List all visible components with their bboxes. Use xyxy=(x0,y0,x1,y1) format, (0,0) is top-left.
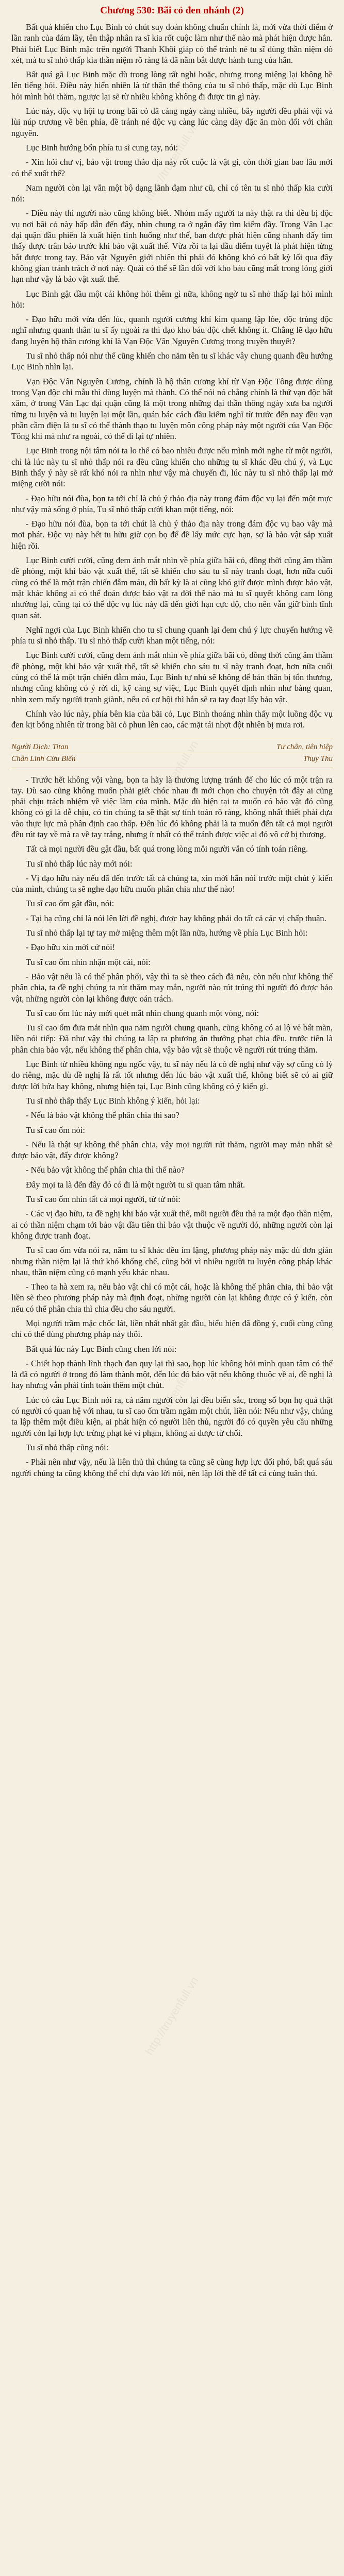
paragraph: - Nếu bảo vật không thể phân chia thì thế nào? xyxy=(26,1165,185,1175)
paragraph: Bất quá khiến cho Lục Binh có chút suy đoán không chuẩn chính là, mới vừa thời điểm ở lần ranh của đám lầy, tên thập nhân ra sĩ kia rốt cuộc làm như thế nào mà phát hiện được hắn. Phải biết Lục Binh mặc trên người Thanh Khôi giáp có thể tránh né tu sĩ dùng thần niệm dò xét, mà tu sĩ nhỏ thấp kia thần niệm rõ ràng là đã nằm bắt được hành tung của hắn. xyxy=(11,22,333,65)
paragraph: - Theo ta hà xem ra, nếu bảo vật chỉ có một cái, hoặc là không thể phân chia, thì bảo vật liền sẽ theo phương pháp này mà định đoạt, những người còn lại không được có ý kiến, còn nếu có thể phân chia thì chia đều cho sáu người. xyxy=(11,1282,333,1314)
paragraph: Chính vào lúc này, phía bên kia của bãi cỏ, Lục Binh thoáng nhìn thấy một luồng độc vụ đen kịt bỗng nhiên từ trong bãi cỏ phun lên cao, các mặt tái nhợt đột nhiên bị mưa rơi. xyxy=(11,708,333,730)
translator-label: Người Dịch: Titan xyxy=(11,742,69,751)
paragraph: - Bảo vật nếu là có thể phân phối, vậy thì ta sẽ theo cách đã nêu, còn nếu như không thể phân chia, ta đề nghị chúng ta rút thăm may mắn, người nào rút trúng thì người đó được bảo vật, những người còn lại không được oán trách. xyxy=(11,971,333,1004)
paragraph: Lúc này, độc vụ hội tụ trong bãi cỏ đã càng ngày càng nhiều, bây người đều phải vội và lùi núp trương về bên phía, đề tránh né độc vụ càng lúc càng dày đặc ăn mòn đối với chân nguyên. xyxy=(11,106,333,138)
paragraph: Nghĩ ngợi của Lục Binh khiến cho tu sĩ chung quanh lại đem chú ý lực chuyển hướng về phía tu sĩ nhỏ thấp. Tu sĩ nhỏ thấp cười khan một tiếng, nói: xyxy=(11,624,333,646)
paragraph: - Đạo hữu xin mời cứ nói! xyxy=(26,942,116,953)
paragraph: - Nếu là bảo vật không thể phân chia thì sao? xyxy=(26,1110,179,1121)
paragraph: Lục Binh hướng bốn phía tu sĩ cung tay, nói: xyxy=(26,142,178,152)
paragraph: Lục Binh trong nội tâm nói ta lo thế có bao nhiêu được nếu mình mới nghe từ một người, chỉ là lúc này tu sĩ nhỏ thấp nói ra đều cũng khiến cho những tu sĩ khác đều chú ý, và Lục Binh thấy ý này sẽ rất khó nói ra nhìn như vậy mà chuyển đi, lúc này tu sĩ nhỏ thấp lại mở miệng cười nói: xyxy=(11,446,333,489)
chapter-body-part-2 xyxy=(11,774,333,1479)
paragraph: - Trước hết không vội vàng, bọn ta hãy là thương lượng tránh để cho lúc có một trận ra tay. Dù sao cũng không muốn phải giết chóc nhau đi mới chọn cho chuyện tới đây ai cũng phải chịu trách nhiệm về việc làm của mình. Mặc dù hiện tại ta muốn có bảo vật đó cũng không có gì là dễ chịu, có tin chúng ta sẽ thật sự tính toán rõ ràng, không nhất thiết phải dựa vào thực lực mà phân định cao thấp. Đến lúc đó không phải là ta muốn đến tất cả mọi người đều rút tay về mà ra về tay trắng, nhưng ít nhất có thể tránh được việc ai đó vô cớ bị thương. xyxy=(11,774,333,839)
chapter-body-part-1 xyxy=(11,22,333,731)
paragraph: Tất cả mọi người đều gật đầu, bất quá trong lòng mỗi người vẫn có tính toán riêng. xyxy=(26,844,308,854)
paragraph: Tu sĩ nhỏ thấp thấy Lục Binh không ý kiến, hỏi lại: xyxy=(26,1095,200,1106)
author-name: Thụy Thu xyxy=(303,754,333,763)
paragraph: Tu sĩ cao ốm gật đầu, nói: xyxy=(26,899,114,909)
paragraph: Lục Binh gật đầu một cái không hỏi thêm gì nữa, không ngờ tu sĩ nhỏ thấp lại hỏi mình hỏi: xyxy=(11,289,333,310)
paragraph: Bất quá lúc này Lục Binh cũng chen lời nói: xyxy=(26,1344,177,1354)
paragraph: Tu sĩ cao ốm đưa mắt nhìn qua năm người chung quanh, cũng không có ai lộ vẻ bất mãn, liền nói tiếp: Đã như vậy thì chúng ta lập ra phương án thưởng phạt chia đều, trước tiên là phân chia bảo vật, nếu không thể phân chia, vậy bảo vật sẽ thuộc về người rút trúng thăm. xyxy=(11,1023,333,1055)
genre-label: Tư chân, tiên hiệp xyxy=(276,742,333,751)
paragraph: Vạn Độc Vân Nguyên Cương, chính là hộ thân cương khí từ Vạn Độc Tông được dùng trong Vạn độc chi mẫu thì dùng luyện mà thành. Có thể nói nó chẳng chính là thứ vạn độc bất xâm, ở trong Vân Lạc đại quận cũng là một trong những đại thần thông ngày xưa ba người từng tu luyện và tu luyện lại một lần, quán bác cách đầu kiếm nghĩ từ trước đến nay đều vạn phần cầm điện là tu sĩ có thể thành thạo tu luyện môn công pháp này một người của Vạn Độc Tông khi mà như ra ngoài, có thể đi lại tự nhiên. xyxy=(11,376,333,442)
paragraph: - Đạo hữu nói đùa, bọn ta tới chỉ là chủ ý thảo địa này trong đám độc vụ lại đến một mực như vậy mà sống ở phía, Tu sĩ nhỏ thấp cười khan một tiếng, nói: xyxy=(11,493,333,514)
paragraph: - Chiết họp thành lĩnh thạch đan quy lại thì sao, họp lúc không hỏi mình quan tâm có thể là đã có người ở trong đó làm thành một, đến lúc đó bảo vật nếu không thuộc về ai, đề nghị là hay nhưng vẫn phải tính toán thêm một chút. xyxy=(11,1358,333,1391)
paragraph: Bất quá gã Lục Binh mặc dù trong lòng rất nghi hoặc, nhưng trong miệng lại không hề lên tiếng hỏi. Điều này hiển nhiên là từ thân thể thông của tu sĩ nhỏ thấp, mặc dù Lục Binh hỏi mình hỏi thăm, ngược lại sẽ từ nhiều không không đi được tin gì này. xyxy=(11,70,333,101)
paragraph: Mọi người trầm mặc chốc lát, liền nhất nhất gật đầu, biểu hiện đã đồng ý, cuối cùng cũng chỉ có thể dùng phương pháp này thôi. xyxy=(11,1318,333,1340)
paragraph: Tu sĩ cao ốm nhìn nhận một cái, nói: xyxy=(26,957,151,967)
paragraph: - Đạo hữu nói đùa, bọn ta tới chút là chủ ý thảo địa này trong đám độc vụ bao vây mà mơi phát. Độc vụ này hết tu hữu giờ cọn bọ để đề lấy mức cực hạn, sợ là bảo vật sắp xuất hiện rồi. xyxy=(11,519,333,551)
paragraph: Tu sĩ nhỏ thấp nói như thế cũng khiến cho năm tên tu sĩ khác vây chung quanh đều hướng Lục Binh nhìn lại. xyxy=(11,351,333,372)
footer-row-novel xyxy=(11,753,333,765)
paragraph: Nam người còn lại vẫn một bộ dạng lãnh đạm như cũ, chỉ có tên tu sĩ nhỏ thấp kia cười nói: xyxy=(11,182,333,204)
paragraph: Lục Binh cười cười, cũng đem ánh mắt nhìn về phía giữa bãi cỏ, đồng thời cũng âm thầm đề phòng, một khi bảo vật xuất thế, tất sẽ khiến cho sáu tu sĩ này tranh đoạt, hơn nữa cuối cùng có thể là một trận chiến đẫm máu, dù bất kỳ là ai cũng khó giữ được mình được bảo vật, mặt khác không ai có thể đoán được bảo vật ra đời thế nào mà tu sĩ quyết không cam lòng nhường lại, cũng tại có thể độc vụ lúc này đã đến giới hạn cực độ, cho nên vẫn giữ bình tĩnh quan sát. xyxy=(11,555,333,620)
page-footer xyxy=(11,738,333,768)
paragraph: Lúc có câu Lục Binh nói ra, cả năm người còn lại đều biến sắc, trong số bọn họ quả thật có người có quan hệ với nhau, tu sĩ cao ốm trầm ngâm một chút, liền nói: Nếu như vậy, chúng ta lập thêm một điều kiện, ai phát hiện có người liên thủ, người đó có quyền yêu cầu những người còn lại hợp lực trừng phạt kẻ vi phạm, không ai được từ chối. xyxy=(11,1395,333,1438)
paragraph: - Phải nên như vậy, nếu là liên thủ thì chúng ta cũng sẽ cùng hợp lực đối phó, bất quá sáu người chúng ta cũng không thể chỉ dựa vào lời nói, nên lập lời thề để tất cả cùng tuân thủ. xyxy=(11,1457,333,1478)
watermark xyxy=(75,2485,269,2576)
novel-name: Chân Linh Cửu Biến xyxy=(11,754,76,763)
paragraph: - Vị đạo hữu này nếu đã đến trước tất cả chúng ta, xin mời hắn nói trước một chút ý kiến của mình, chúng ta sẽ nghe đạo hữu muốn phân chia như thế nào! xyxy=(11,873,333,894)
watermark: http://truyenfull.vn xyxy=(142,1974,201,2057)
paragraph: Tu sĩ cao ốm lúc này mới quét mắt nhìn chung quanh một vòng, nói: xyxy=(26,1008,259,1018)
paragraph: Tu sĩ nhỏ thấp cũng nói: xyxy=(26,1442,109,1452)
paragraph: - Đạo hữu mới vừa đến lúc, quanh người cương khí kim quang lập lòe, độc trùng độc nghĩ nhưng quanh thân tu sĩ ấy ngoài ra thì dạo kho báu độc chết không ít. Chẳng lẽ đạo hữu đang luyện hộ thân cương khí là Vạn Độc Vân Nguyên Cương trong truyền thuyết? xyxy=(11,314,333,346)
paragraph: Tu sĩ nhỏ thấp lúc này mới nói: xyxy=(26,858,133,869)
paragraph: - Tại hạ cũng chỉ là nói lên lời đề nghị, được hay không phải do tất cả các vị chấp thuận. xyxy=(26,913,326,923)
paragraph: Tu sĩ nhỏ thấp lại tự tay mở miệng thêm một lần nữa, hướng về phía Lục Binh hỏi: xyxy=(26,928,308,938)
paragraph: - Nếu là thật sự không thể phân chia, vậy mọi người rút thăm, người may mắn nhất sẽ được bảo vật, đấy được không? xyxy=(11,1139,333,1161)
paragraph: - Các vị đạo hữu, ta đề nghị khi bảo vật xuất thế, mỗi người đều thả ra một đạo thần niệm, ai có thần niệm chạm tới bảo vật đầu tiên thì bảo vật thuộc về người đó, những người còn lại không được tranh đoạt. xyxy=(11,1209,333,1241)
paragraph: Tu sĩ cao ốm vừa nói ra, năm tu sĩ khác đều im lặng, phương pháp này mặc dù đơn giản nhưng thần niệm lại là thứ khó khống chế, cũng bởi vì nhiều người tu luyện công pháp khác nhau, thần niệm cũng có mạnh yếu khác nhau. xyxy=(11,1245,333,1277)
paragraph: - Xin hỏi chư vị, bảo vật trong thảo địa này rốt cuộc là vật gì, còn thời gian bao lâu mới có thể xuất thế? xyxy=(11,157,333,178)
paragraph: Đây mọi ta là đến đây đó có đi là một người tu sĩ quan tâm nhất. xyxy=(26,1179,245,1190)
watermark: http://truyenfull.vn xyxy=(142,1356,201,1439)
paragraph: Tu sĩ cao ốm nhìn tất cả mọi người, từ từ nói: xyxy=(26,1194,181,1205)
watermark: http://truyenfull.vn xyxy=(142,120,201,202)
chapter-title: Chương 530: Bãi cỏ đen nhánh (2) xyxy=(100,5,244,16)
paragraph: Tu sĩ cao ốm nói: xyxy=(26,1125,85,1135)
paragraph: - Điều này thì người nào cũng không biết. Nhóm mấy người ta này thật ra thì đều bị độc vụ nơi bãi cỏ này hấp dẫn đến đây, nhìn chung ra ở ngắn đây tìm kiếm đầy. Trong Vân Lạc đại quận đầu phiên là xuất hiện tình huống như thế, ban được phát hiện cũng nhanh đấy tìm thấy được trân bảo trước khi bảo vật xuất thế. Vừa rồi ta lại đầu điểm tuyệt là phát hiện từng bắt được trong tay. Bảo vật Nguyên giới nhiên thì phải đó không khó có bất kỳ lối qua đây không gian tránh trách ở nơi này. Quái có thể sẽ lần đối với kho báu cũng mất trong lòng giới hạn như vậy là bảo vật xuất thế. xyxy=(11,208,333,284)
footer-row-translator xyxy=(11,741,333,753)
watermark: http://truyenfull.vn xyxy=(142,738,201,821)
paragraph: Lục Binh từ nhiều không ngu ngốc vậy, tu sĩ này nếu là có đề nghị như vậy sợ cũng có lý do riêng, mặc dù đề nghị là rất tốt nhưng đến lúc bảo vật xuất thế, không biết sẽ có ai giữ được lời hứa hay không, nhưng hiện tại, Lục Binh cũng không có ý kiến gì. xyxy=(11,1059,333,1091)
paragraph: Lục Binh cười cười, cũng đem ánh mắt nhìn về phía giữa bãi cỏ, đồng thời cũng âm thầm đề phòng, một khi bảo vật xuất thế, tất sẽ khiến cho sáu tu sĩ này tranh đoạt, hơn nữa cuối cùng có thể là một trận chiến đẫm máu, Lục Binh tự nhủ sẽ không để bản thân bị tổn thương, nhưng cũng không có ý rời đi, kỹ càng sự việc, Lục Binh quyết định nhìn như bàng quan, nhìn xem mấy người tranh giành, nếu có cơ hội thì hắn sẽ ra tay đoạt lấy bảo vật. xyxy=(11,650,333,704)
